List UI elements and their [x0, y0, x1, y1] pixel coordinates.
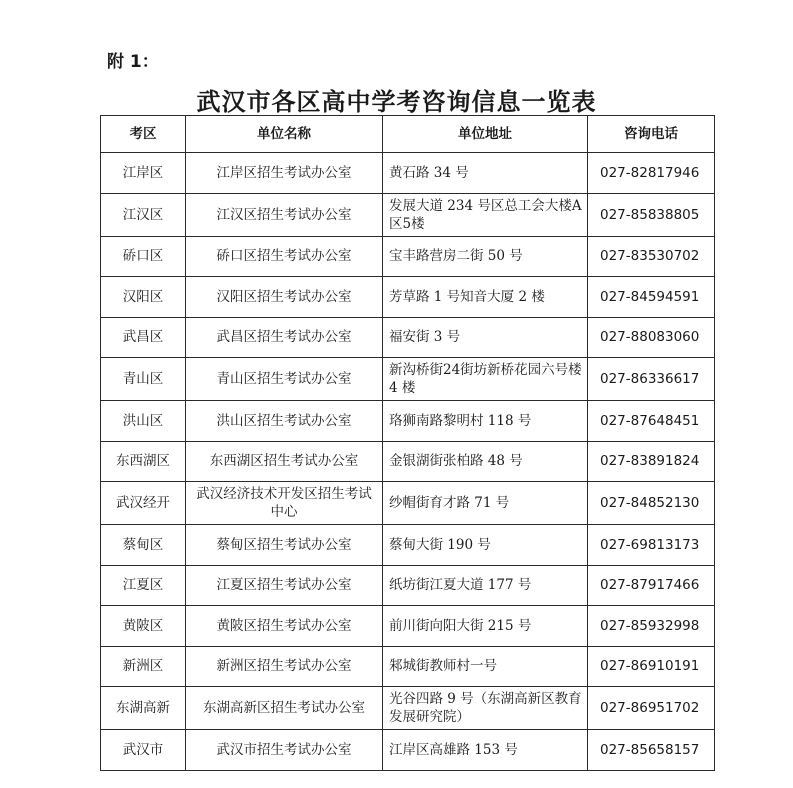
- unit-name-cell: 洪山区招生考试办公室: [186, 401, 383, 442]
- address-cell: 黄石路 34 号: [383, 153, 588, 194]
- table-row: [101, 565, 715, 606]
- address-cell: 发展大道 234 号区总工会大楼A区5楼: [383, 193, 588, 236]
- table-row: [101, 687, 715, 730]
- address-cell: 纱帽街育才路 71 号: [383, 482, 588, 525]
- district-cell: 硚口区: [101, 236, 186, 277]
- table-body: [101, 153, 715, 771]
- unit-name-cell: 武汉市招生考试办公室: [186, 730, 383, 771]
- district-cell: 武汉经开: [101, 482, 186, 525]
- table-row: [101, 441, 715, 482]
- address-cell: 纸坊街江夏大道 177 号: [383, 565, 588, 606]
- address-cell: 金银湖街张柏路 48 号: [383, 441, 588, 482]
- phone-cell: 027-88083060: [588, 317, 715, 358]
- unit-name-cell: 武汉经济技术开发区招生考试中心: [186, 482, 383, 525]
- unit-name-cell: 东西湖区招生考试办公室: [186, 441, 383, 482]
- table-row: [101, 482, 715, 525]
- district-cell: 青山区: [101, 358, 186, 401]
- phone-cell: 027-83891824: [588, 441, 715, 482]
- address-cell: 前川街向阳大街 215 号: [383, 606, 588, 647]
- phone-cell: 027-84594591: [588, 277, 715, 318]
- address-cell: 宝丰路营房二街 50 号: [383, 236, 588, 277]
- unit-name-cell: 东湖高新区招生考试办公室: [186, 687, 383, 730]
- unit-name-cell: 江岸区招生考试办公室: [186, 153, 383, 194]
- unit-name-cell: 武昌区招生考试办公室: [186, 317, 383, 358]
- phone-cell: 027-86951702: [588, 687, 715, 730]
- table-row: [101, 646, 715, 687]
- table-header-row: [101, 116, 715, 153]
- phone-cell: 027-86910191: [588, 646, 715, 687]
- district-cell: 东西湖区: [101, 441, 186, 482]
- address-cell: 珞狮南路黎明村 118 号: [383, 401, 588, 442]
- table-row: [101, 277, 715, 318]
- address-cell: 光谷四路 9 号（东湖高新区教育发展研究院）: [383, 687, 588, 730]
- address-cell: 福安街 3 号: [383, 317, 588, 358]
- table-row: [101, 317, 715, 358]
- district-cell: 新洲区: [101, 646, 186, 687]
- phone-cell: 027-85838805: [588, 193, 715, 236]
- header-phone: 咨询电话: [588, 116, 715, 153]
- unit-name-cell: 新洲区招生考试办公室: [186, 646, 383, 687]
- phone-cell: 027-83530702: [588, 236, 715, 277]
- district-cell: 武汉市: [101, 730, 186, 771]
- address-cell: 蔡甸大街 190 号: [383, 525, 588, 566]
- document-title: 武汉市各区高中学考咨询信息一览表: [196, 87, 597, 116]
- district-cell: 汉阳区: [101, 277, 186, 318]
- unit-name-cell: 汉阳区招生考试办公室: [186, 277, 383, 318]
- phone-cell: 027-82817946: [588, 153, 715, 194]
- phone-cell: 027-85658157: [588, 730, 715, 771]
- table-row: [101, 401, 715, 442]
- address-cell: 新沟桥街24街坊新桥花园六号楼 4 楼: [383, 358, 588, 401]
- table-row: [101, 153, 715, 194]
- unit-name-cell: 青山区招生考试办公室: [186, 358, 383, 401]
- phone-cell: 027-69813173: [588, 525, 715, 566]
- district-cell: 黄陂区: [101, 606, 186, 647]
- unit-name-cell: 蔡甸区招生考试办公室: [186, 525, 383, 566]
- unit-name-cell: 黄陂区招生考试办公室: [186, 606, 383, 647]
- district-cell: 江汉区: [101, 193, 186, 236]
- table-row: [101, 730, 715, 771]
- header-unit-name: 单位名称: [186, 116, 383, 153]
- district-cell: 武昌区: [101, 317, 186, 358]
- district-cell: 洪山区: [101, 401, 186, 442]
- table-row: [101, 525, 715, 566]
- unit-name-cell: 江夏区招生考试办公室: [186, 565, 383, 606]
- district-cell: 江夏区: [101, 565, 186, 606]
- consultation-table: [100, 115, 715, 771]
- phone-cell: 027-84852130: [588, 482, 715, 525]
- district-cell: 东湖高新: [101, 687, 186, 730]
- unit-name-cell: 硚口区招生考试办公室: [186, 236, 383, 277]
- table-row: [101, 236, 715, 277]
- table-row: [101, 606, 715, 647]
- phone-cell: 027-85932998: [588, 606, 715, 647]
- table-row: [101, 193, 715, 236]
- unit-name-cell: 江汉区招生考试办公室: [186, 193, 383, 236]
- phone-cell: 027-87648451: [588, 401, 715, 442]
- annex-label: 附 1：: [107, 52, 159, 72]
- table-row: [101, 358, 715, 401]
- address-cell: 江岸区高雄路 153 号: [383, 730, 588, 771]
- address-cell: 芳草路 1 号知音大厦 2 楼: [383, 277, 588, 318]
- phone-cell: 027-86336617: [588, 358, 715, 401]
- address-cell: 邾城街教师村一号: [383, 646, 588, 687]
- header-unit-address: 单位地址: [383, 116, 588, 153]
- district-cell: 蔡甸区: [101, 525, 186, 566]
- phone-cell: 027-87917466: [588, 565, 715, 606]
- district-cell: 江岸区: [101, 153, 186, 194]
- header-district: 考区: [101, 116, 186, 153]
